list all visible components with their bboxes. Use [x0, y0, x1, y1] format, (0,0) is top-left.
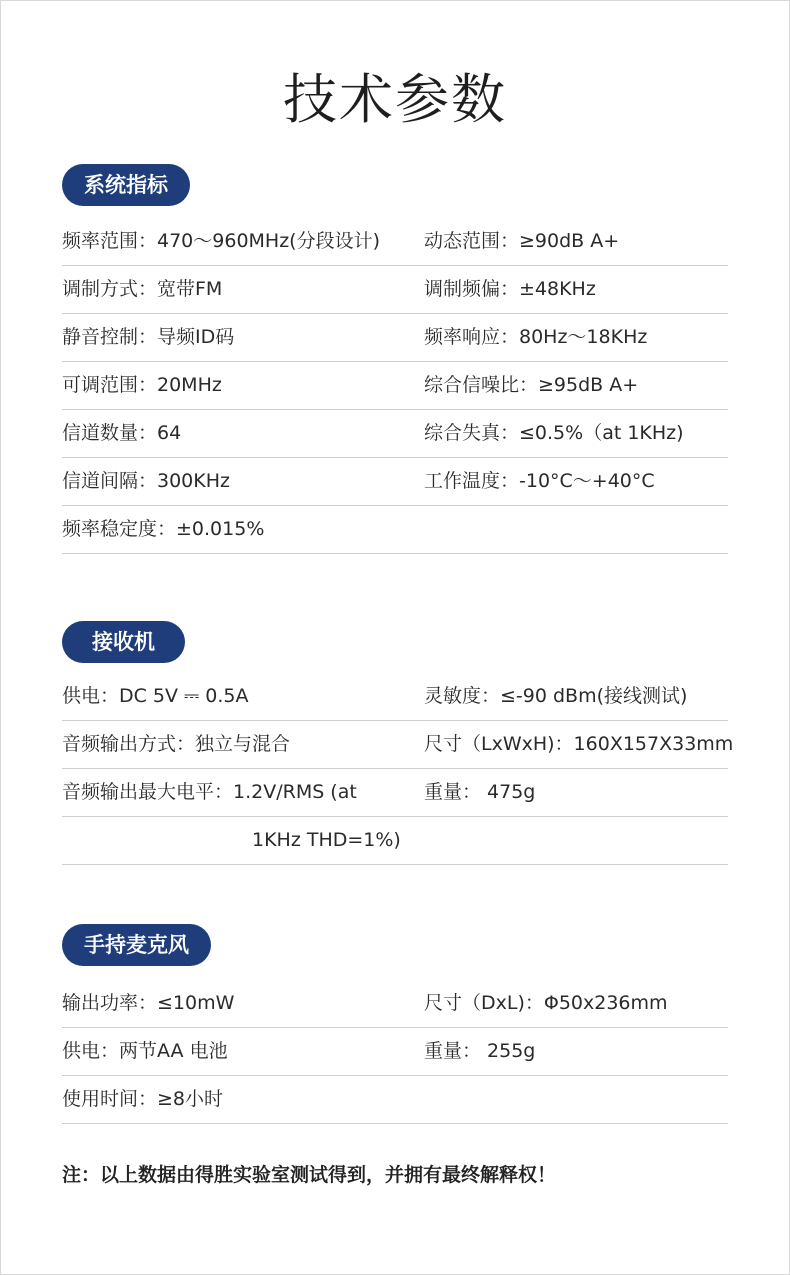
spec-row [62, 1076, 728, 1124]
spec-cell: 供电：两节AA 电池 [62, 1040, 228, 1062]
spec-cell: 使用时间：≥8小时 [62, 1088, 224, 1110]
spec-cell: 尺寸（DxL)：Φ50x236mm [424, 992, 668, 1014]
spec-row [62, 769, 728, 817]
spec-cell: 频率范围：470～960MHz(分段设计) [62, 230, 381, 252]
spec-row [62, 458, 728, 506]
spec-cell: 工作温度：-10°C～+40°C [424, 470, 655, 492]
spec-row [62, 721, 734, 769]
spec-cell: 尺寸（LxWxH)：160X157X33mm [424, 733, 734, 755]
spec-cell: 动态范围：≥90dB A+ [424, 230, 620, 252]
spec-cell: 灵敏度：≤-90 dBm(接线测试) [424, 685, 688, 707]
section-badge-system: 系统指标 [62, 164, 190, 206]
spec-cell: 调制频偏：±48KHz [424, 278, 596, 300]
page-title: 技术参数 [283, 68, 507, 131]
footnote: 注：以上数据由得胜实验室测试得到，并拥有最终解释权！ [62, 1164, 557, 1186]
spec-row [62, 817, 728, 865]
spec-cell: 输出功率：≤10mW [62, 992, 235, 1014]
spec-cell: 音频输出最大电平：1.2V/RMS (at [62, 781, 357, 803]
spec-cell: 信道数量：64 [62, 422, 182, 444]
spec-row [62, 218, 728, 266]
spec-row [62, 410, 728, 458]
section-badge-handheld-mic: 手持麦克风 [62, 924, 211, 966]
spec-cell: 重量： 255g [424, 1040, 536, 1062]
spec-cell: 音频输出方式：独立与混合 [62, 733, 291, 755]
spec-row [62, 1028, 728, 1076]
spec-cell: 综合失真：≤0.5%（at 1KHz) [424, 422, 684, 444]
section-badge-receiver: 接收机 [62, 621, 185, 663]
spec-cell: 供电：DC 5V ⎓ 0.5A [62, 685, 249, 707]
spec-row [62, 980, 728, 1028]
spec-row [62, 314, 728, 362]
spec-row [62, 362, 728, 410]
spec-row [62, 266, 728, 314]
spec-cell-continuation: 1KHz THD=1%) [252, 829, 401, 851]
spec-row [62, 506, 728, 554]
spec-cell: 重量： 475g [424, 781, 536, 803]
spec-cell: 静音控制：导频ID码 [62, 326, 235, 348]
spec-cell: 综合信噪比：≥95dB A+ [424, 374, 639, 396]
spec-cell: 调制方式：宽带FM [62, 278, 223, 300]
spec-row [62, 673, 728, 721]
spec-cell: 可调范围：20MHz [62, 374, 222, 396]
spec-cell: 频率稳定度：±0.015% [62, 518, 265, 540]
spec-cell: 信道间隔：300KHz [62, 470, 230, 492]
spec-cell: 频率响应：80Hz～18KHz [424, 326, 648, 348]
